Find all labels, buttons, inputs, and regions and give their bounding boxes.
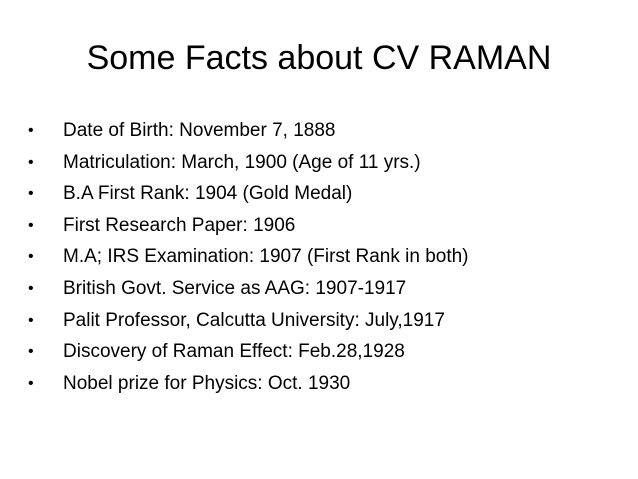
list-item	[28, 337, 469, 369]
list-item	[28, 179, 469, 211]
list-item	[28, 116, 469, 148]
fact-text: Nobel prize for Physics: Oct. 1930	[63, 372, 351, 394]
list-item	[28, 369, 469, 401]
bullet-icon: •	[28, 122, 34, 139]
bullet-icon: •	[28, 185, 34, 203]
fact-text: Matriculation: March, 1900 (Age of 11 yrs.)	[63, 151, 421, 173]
bullet-icon: •	[28, 153, 34, 171]
slide-title: Some Facts about CV RAMAN	[86, 39, 552, 77]
bullet-icon: •	[28, 311, 34, 329]
bullet-icon: •	[28, 248, 34, 266]
fact-text: British Govt. Service as AAG: 1907-1917	[63, 277, 407, 299]
list-item	[28, 306, 469, 338]
list-item	[28, 274, 469, 306]
bullet-icon: •	[28, 343, 34, 361]
list-item	[28, 211, 469, 243]
fact-text: First Research Paper: 1906	[63, 214, 296, 236]
fact-text: M.A; IRS Examination: 1907 (First Rank in both)	[63, 246, 469, 268]
fact-list	[28, 116, 469, 400]
fact-text: Discovery of Raman Effect: Feb.28,1928	[63, 341, 405, 363]
fact-text: B.A First Rank: 1904 (Gold Medal)	[63, 183, 353, 205]
list-item	[28, 148, 469, 180]
list-item	[28, 242, 469, 274]
bullet-icon: •	[28, 279, 34, 297]
bullet-icon: •	[28, 374, 34, 392]
fact-text: Date of Birth: November 7, 1888	[63, 120, 336, 141]
fact-text: Palit Professor, Calcutta University: July,1917	[63, 309, 445, 331]
bullet-icon: •	[28, 216, 34, 234]
